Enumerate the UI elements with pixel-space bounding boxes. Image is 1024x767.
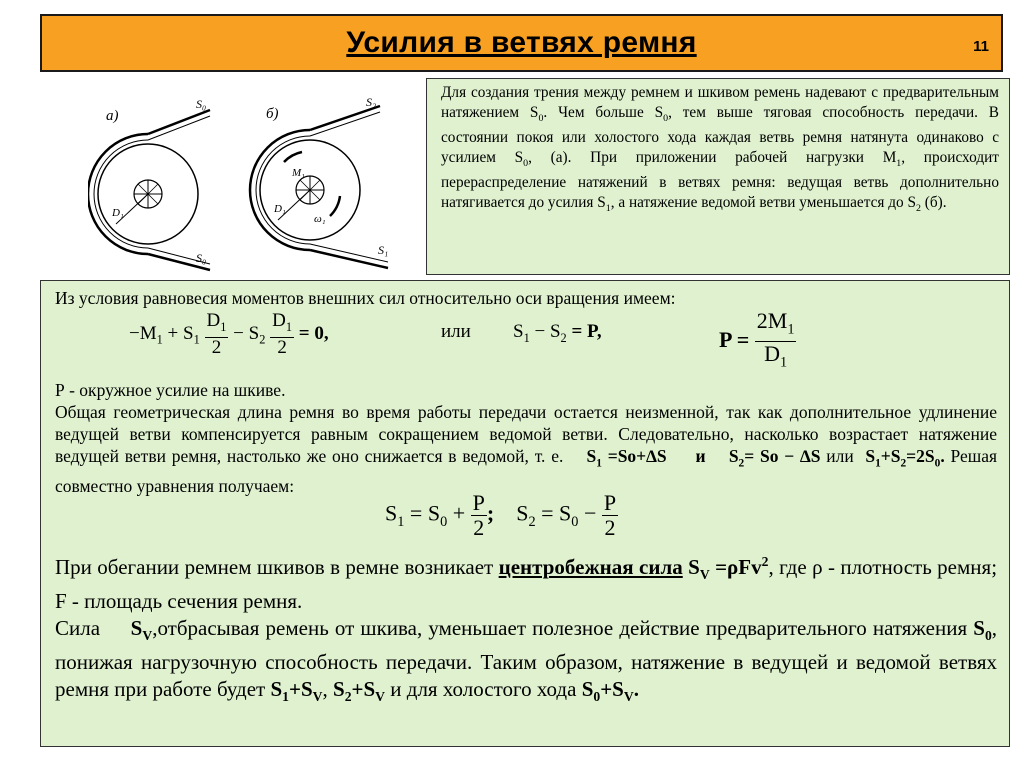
diagram-a xyxy=(88,110,210,270)
intro-text: Для создания трения между ремнем и шкивом ремень надевают с предварительным натяжением $S_0$. Чем больше $S_0$, тем выше тяговая способность передачи. В состоянии покоя или холостого хода каждая ветвь ремня натянута одинаково с усилием $S_0$, (а). При приложении рабочей нагрузки $М_1$, происходит перераспределение натяжений в ветвях ремня: ведущая ветвь дополнительно натягивается до усилия $S_1$, а натяжение ведомой ветви уменьшается до $S_2$ (б). xyxy=(441,84,1000,215)
label-d1-b: D₁ xyxy=(274,203,286,215)
label-s1: S₁ xyxy=(378,243,389,257)
label-s0-top: S₀ xyxy=(196,97,207,111)
equation-row-1 xyxy=(55,308,997,371)
length-text: Общая геометрическая длина ремня во время работы передачи остается неизменной, так как дополнительное удлинение ведущей ветви компенсируется равным сокращением ведомой ветви. Следовательно, насколько возрастает натяжение ведущей ветви ремня, настолько же оно снижается в ведомой, т. е. $S_1 =So+\Delta S$ и $S_2= So - \Delta S$ или $S_1+S_2=2S_0$. Решая совместно уравнения получаем: xyxy=(55,402,998,496)
equilibrium-text: Из условия равновесия моментов внешних сил относительно оси вращения имеем: xyxy=(55,288,676,308)
label-b: б) xyxy=(266,106,279,122)
belt-diagram xyxy=(88,84,422,274)
slide-title: Усилия в ветвях ремня xyxy=(346,26,697,59)
label-s0-bottom: S₀ xyxy=(196,251,207,265)
diagram-b xyxy=(250,106,388,268)
intro-box xyxy=(426,78,1010,275)
or-label: или xyxy=(441,321,471,342)
label-d1-a: D₁ xyxy=(112,207,124,219)
label-s2: S₂ xyxy=(366,95,377,109)
centrifugal-text: При обегании ремнем шкивов в ремне возникает центробежная сила $S_V =\rho Fv^2$, где ρ - плотность ремня; F - площадь сечения ремня. xyxy=(55,553,998,614)
label-m1: M₁ xyxy=(292,167,305,179)
label-omega1: ω₁ xyxy=(314,213,326,225)
slide-number: 11 xyxy=(973,38,989,55)
main-box xyxy=(40,280,1010,747)
title-bar xyxy=(40,14,1003,72)
sila-text: Сила $S_V,отбрасывая$ ремень от шкива, уменьшает полезное действие предварительного натяжения $S_0$, понижая нагрузочную способность передачи. Таким образом, натяжение в ведущей и ведомой ветвях ремня при работе будет $S_1+S_V$, $S_2+S_V$ и для холостого хода $S_0+S_V$. xyxy=(55,615,998,705)
p-formula: P = $\frac{2M_1}{D_1}$ xyxy=(719,308,795,371)
p-definition: Р - окружное усилие на шкиве. xyxy=(55,380,286,400)
force-difference-equation: $S_1 - S_2 = P$, xyxy=(513,321,602,345)
equation-row-2 xyxy=(55,489,997,549)
label-a: а) xyxy=(106,108,119,124)
tension-solution-equation: $S_1 = S_0$ + $\frac{P}{2}$ ; $S_2 = S_0$ − $\frac{P}{2}$ xyxy=(385,489,617,540)
moment-equation: $-M_1 + S_1$ $\frac{D_1}{2}$ − $S_2$ $\frac{D_1}{2}$ = 0, xyxy=(129,310,329,358)
